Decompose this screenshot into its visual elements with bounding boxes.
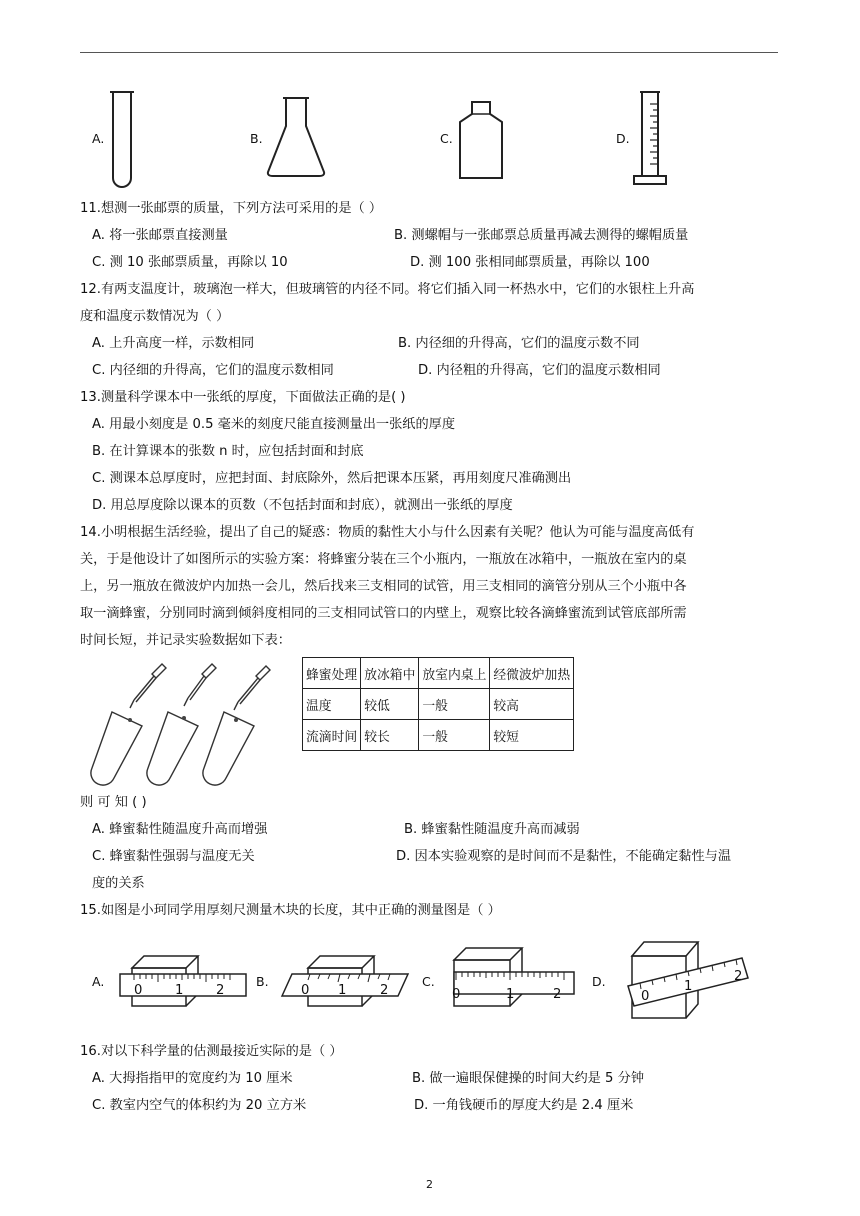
question-14-option-c: C. 蜂蜜黏性强弱与温度无关: [92, 849, 255, 864]
question-14-conclusion: 则 可 知 ( ): [80, 795, 147, 810]
question-13-option-d: D. 用总厚度除以课本的页数（不包括封面和封底），就测出一张纸的厚度: [92, 498, 513, 513]
ruler-c-tick-1: 1: [506, 987, 515, 1002]
table-cell: 蜂蜜处理: [303, 658, 361, 689]
ruler-d-tick-2: 2: [734, 969, 743, 984]
question-16-option-b: B. 做一遍眼保健操的时间大约是 5 分钟: [412, 1071, 645, 1086]
table-cell: 流滴时间: [303, 720, 361, 751]
ruler-a-tick-0: 0: [134, 983, 143, 998]
ruler-d-tick-1: 1: [684, 979, 693, 994]
option-c-label: C.: [440, 131, 453, 146]
honey-data-table: [302, 657, 574, 751]
table-row: [303, 689, 574, 720]
ruler-b-tick-0: 0: [301, 983, 310, 998]
test-tube-image: [108, 90, 136, 190]
question-13-option-b: B. 在计算课本的张数 n 时，应包括封面和封底: [92, 444, 364, 459]
question-14-stem-line2: 关，于是他设计了如图所示的实验方案：将蜂蜜分装在三个小瓶内，一瓶放在冰箱中，一瓶放在室内的桌: [80, 552, 687, 567]
table-cell: 较短: [490, 720, 574, 751]
question-11-option-d: D. 测 100 张相同邮票质量，再除以 100: [410, 255, 650, 270]
question-12-stem-line2: 度和温度示数情况为（ ）: [80, 309, 230, 324]
question-12-option-b: B. 内径细的升得高，它们的温度示数不同: [398, 336, 640, 351]
question-15-stem: 15.如图是小珂同学用厚刻尺测量木块的长度，其中正确的测量图是（ ）: [80, 903, 501, 918]
ruler-a-tick-1: 1: [175, 983, 184, 998]
question-12-stem-line1: 12.有两支温度计，玻璃泡一样大，但玻璃管的内径不同。将它们插入同一杯热水中，它们的水银柱上升高: [80, 282, 695, 297]
option-b-label: B.: [256, 974, 269, 989]
option-c-label: C.: [422, 974, 435, 989]
question-16-option-a: A. 大拇指指甲的宽度约为 10 厘米: [92, 1071, 293, 1086]
table-cell: 经微波炉加热: [490, 658, 574, 689]
option-d-label: D.: [592, 974, 606, 989]
header-rule: [80, 52, 778, 53]
table-cell: 较长: [361, 720, 419, 751]
droppers-and-test-tubes-figure: [86, 660, 276, 788]
question-14-option-d-line2: 度的关系: [92, 876, 145, 891]
question-13-option-a: A. 用最小刻度是 0.5 毫米的刻度尺能直接测量出一张纸的厚度: [92, 417, 456, 432]
table-cell: 放室内桌上: [419, 658, 490, 689]
conical-flask-image: [265, 96, 327, 178]
question-14-option-a: A. 蜂蜜黏性随温度升高而增强: [92, 822, 268, 837]
question-13-stem: 13.测量科学课本中一张纸的厚度，下面做法正确的是( ): [80, 390, 406, 405]
question-14-stem-line5: 时间长短，并记录实验数据如下表：: [80, 633, 291, 648]
question-16-option-c: C. 教室内空气的体积约为 20 立方米: [92, 1098, 307, 1113]
question-14-option-d-line1: D. 因本实验观察的是时间而不是黏性，不能确定黏性与温: [396, 849, 732, 864]
page-number: 2: [426, 1178, 433, 1191]
question-12-option-d: D. 内径粗的升得高，它们的温度示数相同: [418, 363, 661, 378]
question-14-option-b: B. 蜂蜜黏性随温度升高而减弱: [404, 822, 580, 837]
table-row: [303, 658, 574, 689]
table-cell: 一般: [419, 689, 490, 720]
option-a-label: A.: [92, 974, 105, 989]
table-cell: 温度: [303, 689, 361, 720]
question-14-stem-line1: 14.小明根据生活经验，提出了自己的疑惑：物质的黏性大小与什么因素有关呢？他认为可能与温度高低有: [80, 525, 695, 540]
table-row: [303, 720, 574, 751]
question-14-stem-line3: 上，另一瓶放在微波炉内加热一会儿，然后找来三支相同的试管，用三支相同的滴管分别从三个小瓶中各: [80, 579, 687, 594]
option-a-label: A.: [92, 131, 105, 146]
ruler-c-tick-0: 0: [452, 987, 461, 1002]
table-cell: 较高: [490, 689, 574, 720]
ruler-a-tick-2: 2: [216, 983, 225, 998]
ruler-b-tick-2: 2: [380, 983, 389, 998]
question-11-option-b: B. 测螺帽与一张邮票总质量再减去测得的螺帽质量: [394, 228, 689, 243]
reagent-bottle-image: [458, 100, 504, 180]
question-11-option-a: A. 将一张邮票直接测量: [92, 228, 228, 243]
ruler-b-tick-1: 1: [338, 983, 347, 998]
ruler-c-tick-2: 2: [553, 987, 562, 1002]
ruler-d-tick-0: 0: [641, 989, 650, 1004]
question-11-option-c: C. 测 10 张邮票质量，再除以 10: [92, 255, 288, 270]
table-cell: 放冰箱中: [361, 658, 419, 689]
option-d-label: D.: [616, 131, 630, 146]
question-16-option-d: D. 一角钱硬币的厚度大约是 2.4 厘米: [414, 1098, 634, 1113]
question-13-option-c: C. 测课本总厚度时，应把封面、封底除外，然后把课本压紧，再用刻度尺准确测出: [92, 471, 572, 486]
graduated-cylinder-image: [632, 90, 668, 188]
question-11-stem: 11.想测一张邮票的质量，下列方法可采用的是（ ）: [80, 201, 383, 216]
question-14-stem-line4: 取一滴蜂蜜，分别同时滴到倾斜度相同的三支相同试管口的内壁上，观察比较各滴蜂蜜流到试管底部所需: [80, 606, 687, 621]
question-16-stem: 16.对以下科学量的估测最接近实际的是（ ）: [80, 1044, 343, 1059]
question-12-option-a: A. 上升高度一样，示数相同: [92, 336, 255, 351]
option-b-label: B.: [250, 131, 263, 146]
question-12-option-c: C. 内径细的升得高，它们的温度示数相同: [92, 363, 334, 378]
table-cell: 较低: [361, 689, 419, 720]
table-cell: 一般: [419, 720, 490, 751]
